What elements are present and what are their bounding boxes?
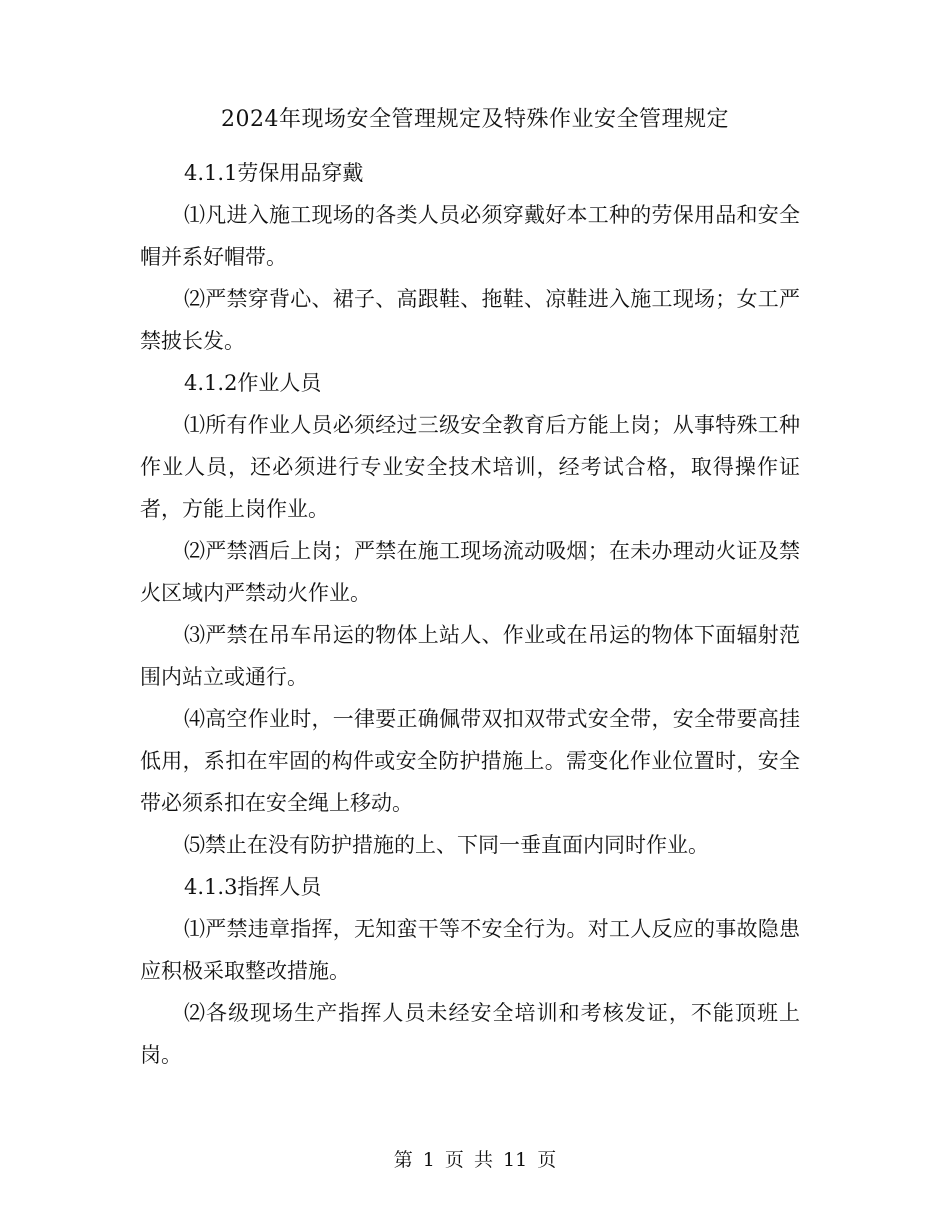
document-title: 2024年现场安全管理规定及特殊作业安全管理规定	[221, 107, 729, 132]
document-body	[140, 152, 800, 1076]
paragraph-6: ⑷高空作业时，一律要正确佩带双扣双带式安全带，安全带要高挂低用，系扣在牢固的构件或安全防护措施上。需变化作业位置时，安全带必须系扣在安全绳上移动。	[140, 707, 800, 815]
paragraph-5: ⑶严禁在吊车吊运的物体上站人、作业或在吊运的物体下面辐射范围内站立或通行。	[140, 623, 800, 689]
section-heading-4-1-1: 4.1.1劳保用品穿戴	[184, 161, 364, 185]
paragraph-3: ⑴所有作业人员必须经过三级安全教育后方能上岗；从事特殊工种作业人员，还必须进行专业安全技术培训，经考试合格，取得操作证者，方能上岗作业。	[140, 413, 800, 521]
paragraph-1: ⑴凡进入施工现场的各类人员必须穿戴好本工种的劳保用品和安全帽并系好帽带。	[140, 203, 800, 269]
section-heading-4-1-3: 4.1.3指挥人员	[184, 875, 322, 899]
paragraph-8: ⑴严禁违章指挥，无知蛮干等不安全行为。对工人反应的事故隐患应积极采取整改措施。	[140, 917, 800, 983]
section-heading-4-1-2: 4.1.2作业人员	[184, 371, 322, 395]
paragraph-7: ⑸禁止在没有防护措施的上、下同一垂直面内同时作业。	[184, 833, 709, 857]
paragraph-4: ⑵严禁酒后上岗；严禁在施工现场流动吸烟；在未办理动火证及禁火区域内严禁动火作业。	[140, 539, 800, 605]
paragraph-9: ⑵各级现场生产指挥人员未经安全培训和考核发证，不能顶班上岗。	[140, 1001, 800, 1067]
page-footer: 第 1 页 共 11 页	[393, 1149, 557, 1171]
paragraph-2: ⑵严禁穿背心、裙子、高跟鞋、拖鞋、凉鞋进入施工现场；女工严禁披长发。	[140, 287, 800, 353]
